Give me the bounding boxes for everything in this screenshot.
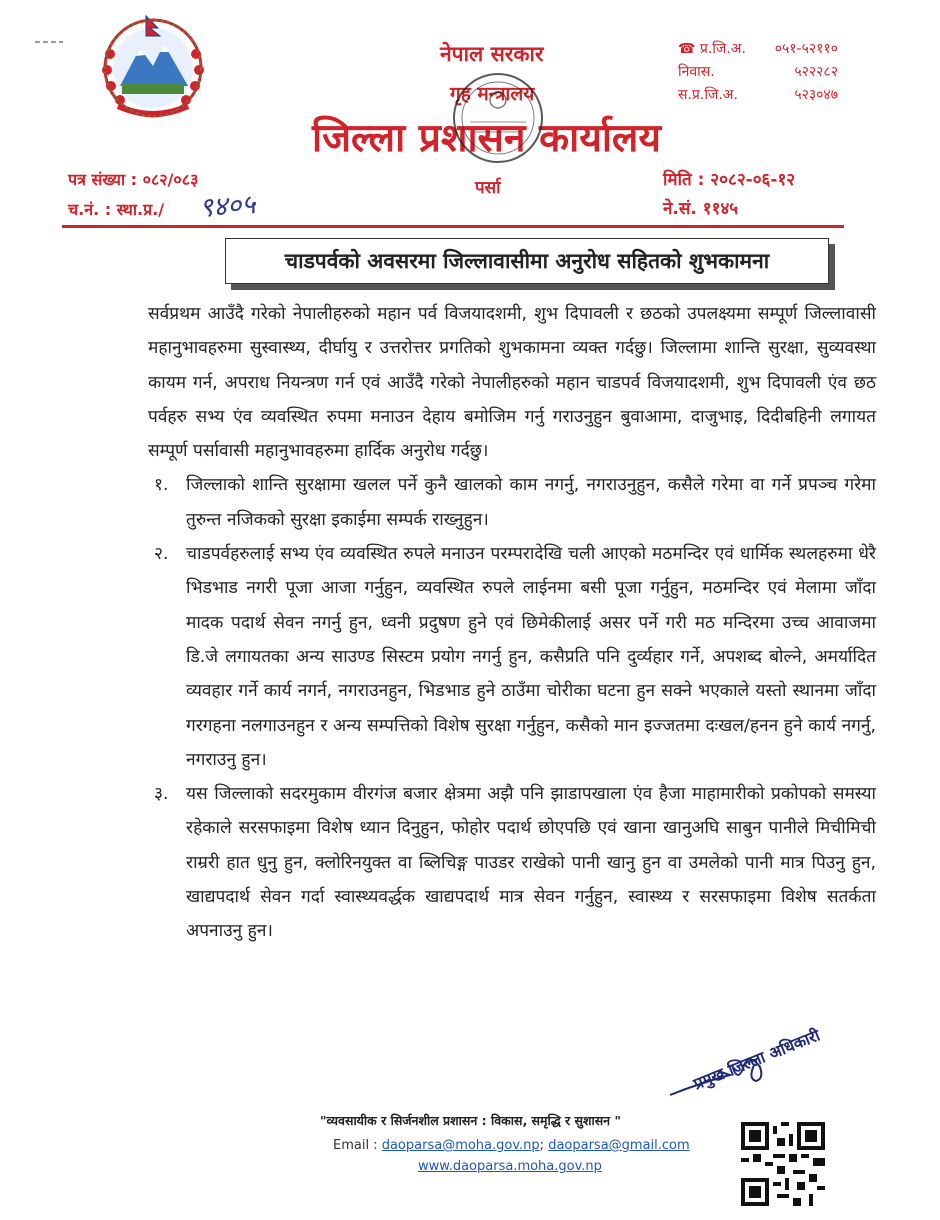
contact-row [678, 84, 838, 107]
signatory-title: प्रमुख जिल्ला अधिकारी [690, 1025, 823, 1094]
website-link[interactable]: www.daoparsa.moha.gov.np [418, 1159, 602, 1174]
item-text: जिल्लाको शान्ति सुरक्षामा खलल पर्ने कुनै खालको काम नगर्नु, नगराउनुहुन, कसैले गरेमा वा गर्ने प्रपञ्च गरेमा तुरुन्त नजिकको सुरक्षा इकाईमा सम्पर्क राख्नुहुन। [186, 475, 876, 530]
contact-label: स.प्र.जि.अ. [678, 87, 738, 103]
contact-number: ५२२२८२ [794, 64, 838, 80]
government-name: नेपाल सरकार [440, 42, 544, 66]
footer-website [418, 1159, 602, 1174]
phone-icon: ☎ [678, 41, 700, 57]
list-item [148, 537, 876, 777]
contact-label: ☎ प्र.जि.अ. [678, 41, 746, 57]
email-link-1[interactable]: daoparsa@moha.gov.np [381, 1138, 540, 1153]
office-name: जिल्ला प्रशासन कार्यालय [312, 116, 661, 161]
notice-title: चाडपर्वको अवसरमा जिल्लावासीमा अनुरोध सहितको शुभकामना [225, 238, 829, 284]
item-text: चाडपर्वहरुलाई सभ्य एंव व्यवस्थित रुपले मनाउन परम्परादेखि चली आएको मठमन्दिर एवं धार्मिक स्थलहरुमा धेरै भिडभाड नगरी पूजा आजा गर्नुहुन, व्यवस्थित रुपले लाईनमा बसी पूजा गर्नुहुन, मठमन्दिर एवं मेलामा जाँदा मादक पदार्थ सेवन नगर्नु हुन, ध्वनी प्रदुषण हुने एवं छिमेकीलाई असर पर्ने गरी मठ मन्दिरमा उच्च आवाजमा डि.जे लगायतका अन्य साउण्ड सिस्टम प्रयोग नगर्नु हुन, कसैप्रति पनि दुर्व्यहार गर्ने, अपशब्द बोल्ने, अमर्यादित व्यवहार गर्ने कार्य नगर्न, नगराउनहुन, भिडभाड हुने ठाउँमा चोरीका घटना हुन सक्ने भएकाले यस्तो स्थानमा जाँदा गरगहना नलगाउनहुन र अन्य सम्पत्तिको विशेष सुरक्षा गर्नुहुन, कसैको मान इज्जतमा दःखल/हनन हुने कार्य नगर्नु, नगराउनु हुन। [186, 544, 876, 770]
district-name: पर्सा [475, 178, 501, 198]
dispatch-number: च.नं. : स्था.प्र./ [68, 200, 165, 219]
item-number: १. [154, 475, 169, 496]
office-stamp-icon [448, 70, 548, 166]
nepal-samvat-date: ने.सं. ११४५ [663, 199, 739, 219]
scan-mark [35, 40, 63, 44]
item-text: यस जिल्लाको सदरमुकाम वीरगंज बजार क्षेत्रमा अझै पनि झाडापखाला एंव हैजा माहामारीको प्रकोपको समस्या रहेकाले सरसफाइमा विशेष ध्यान दिनुहुन, फोहोर पदार्थ छोएपछि एवं खाना खानुअघि साबुन पानीले मिचीमिची राम्ररी हात धुनु हुन, क्लोरिनयुक्त वा ब्लिचिङ्ग पाउडर राखेको पानी खानु हुन वा उमलेको पानी मात्र पिउनु हुन, खाद्यपदार्थ सेवन गर्दा स्वास्थ्यवर्द्धक खाद्यपदार्थ मात्र सेवन गर्नुहुन, स्वास्थ्य र सरसफाइमा विशेष सतर्कता अपनाउनु हुन। [186, 784, 876, 942]
dispatch-handwritten-number: ९४०५ [198, 189, 257, 224]
contact-row [678, 38, 838, 61]
email-link-2[interactable]: daoparsa@gmail.com [548, 1138, 690, 1153]
contact-number: ०५१-५२११० [774, 41, 838, 57]
intro-paragraph: सर्वप्रथम आउँदै गरेको नेपालीहरुको महान पर्व विजयादशमी, शुभ दिपावली र छठको उपलक्ष्यमा सम्पूर्ण जिल्लावासी महानुभावहरुमा सुस्वास्थ्य, दीर्घायु र उत्तरोत्तर प्रगतिको शुभकामना व्यक्त गर्दछु। जिल्लामा शान्ति सुरक्षा, सुव्यवस्था कायम गर्न, अपराध नियन्त्रण गर्न एवं आउँदै गरेको नेपालीहरुको महान चाडपर्व विजयादशमी, शुभ दिपावली एंव छठ पर्वहरु सभ्य एंव व्यवस्थित रुपमा मनाउन देहाय बमोजिम गर्नु गराउनुहुन बुवाआमा, दाजुभाइ, दिदीबहिनी लगायत सम्पूर्ण पर्सावासी महानुभावहरुमा हार्दिक अनुरोध गर्दछु। [148, 304, 876, 462]
email-separator: ; [539, 1138, 549, 1153]
notice-body [148, 297, 876, 949]
contact-block [678, 38, 838, 107]
header-divider [62, 225, 844, 228]
item-number: ३. [154, 784, 169, 805]
contact-label: निवास. [678, 64, 715, 80]
ministry-name: गृह मन्त्रालय [450, 83, 535, 105]
letter-number: पत्र संख्या : ०८२/०८३ [68, 170, 199, 189]
contact-row [678, 61, 838, 84]
contact-number: ५२३०४७ [794, 87, 838, 103]
email-label: Email : [333, 1138, 382, 1153]
footer-slogan: "व्यवसायीक र सिर्जनशील प्रशासन : विकास, समृद्धि र सुशासन " [320, 1113, 621, 1128]
letter-date: मिति : २०८२-०६-१२ [663, 170, 796, 190]
list-item [148, 468, 876, 537]
item-number: २. [154, 544, 169, 565]
qr-code-icon[interactable] [741, 1122, 825, 1206]
nepal-emblem-icon [98, 14, 208, 122]
footer-email [333, 1138, 690, 1153]
list-item [148, 777, 876, 948]
